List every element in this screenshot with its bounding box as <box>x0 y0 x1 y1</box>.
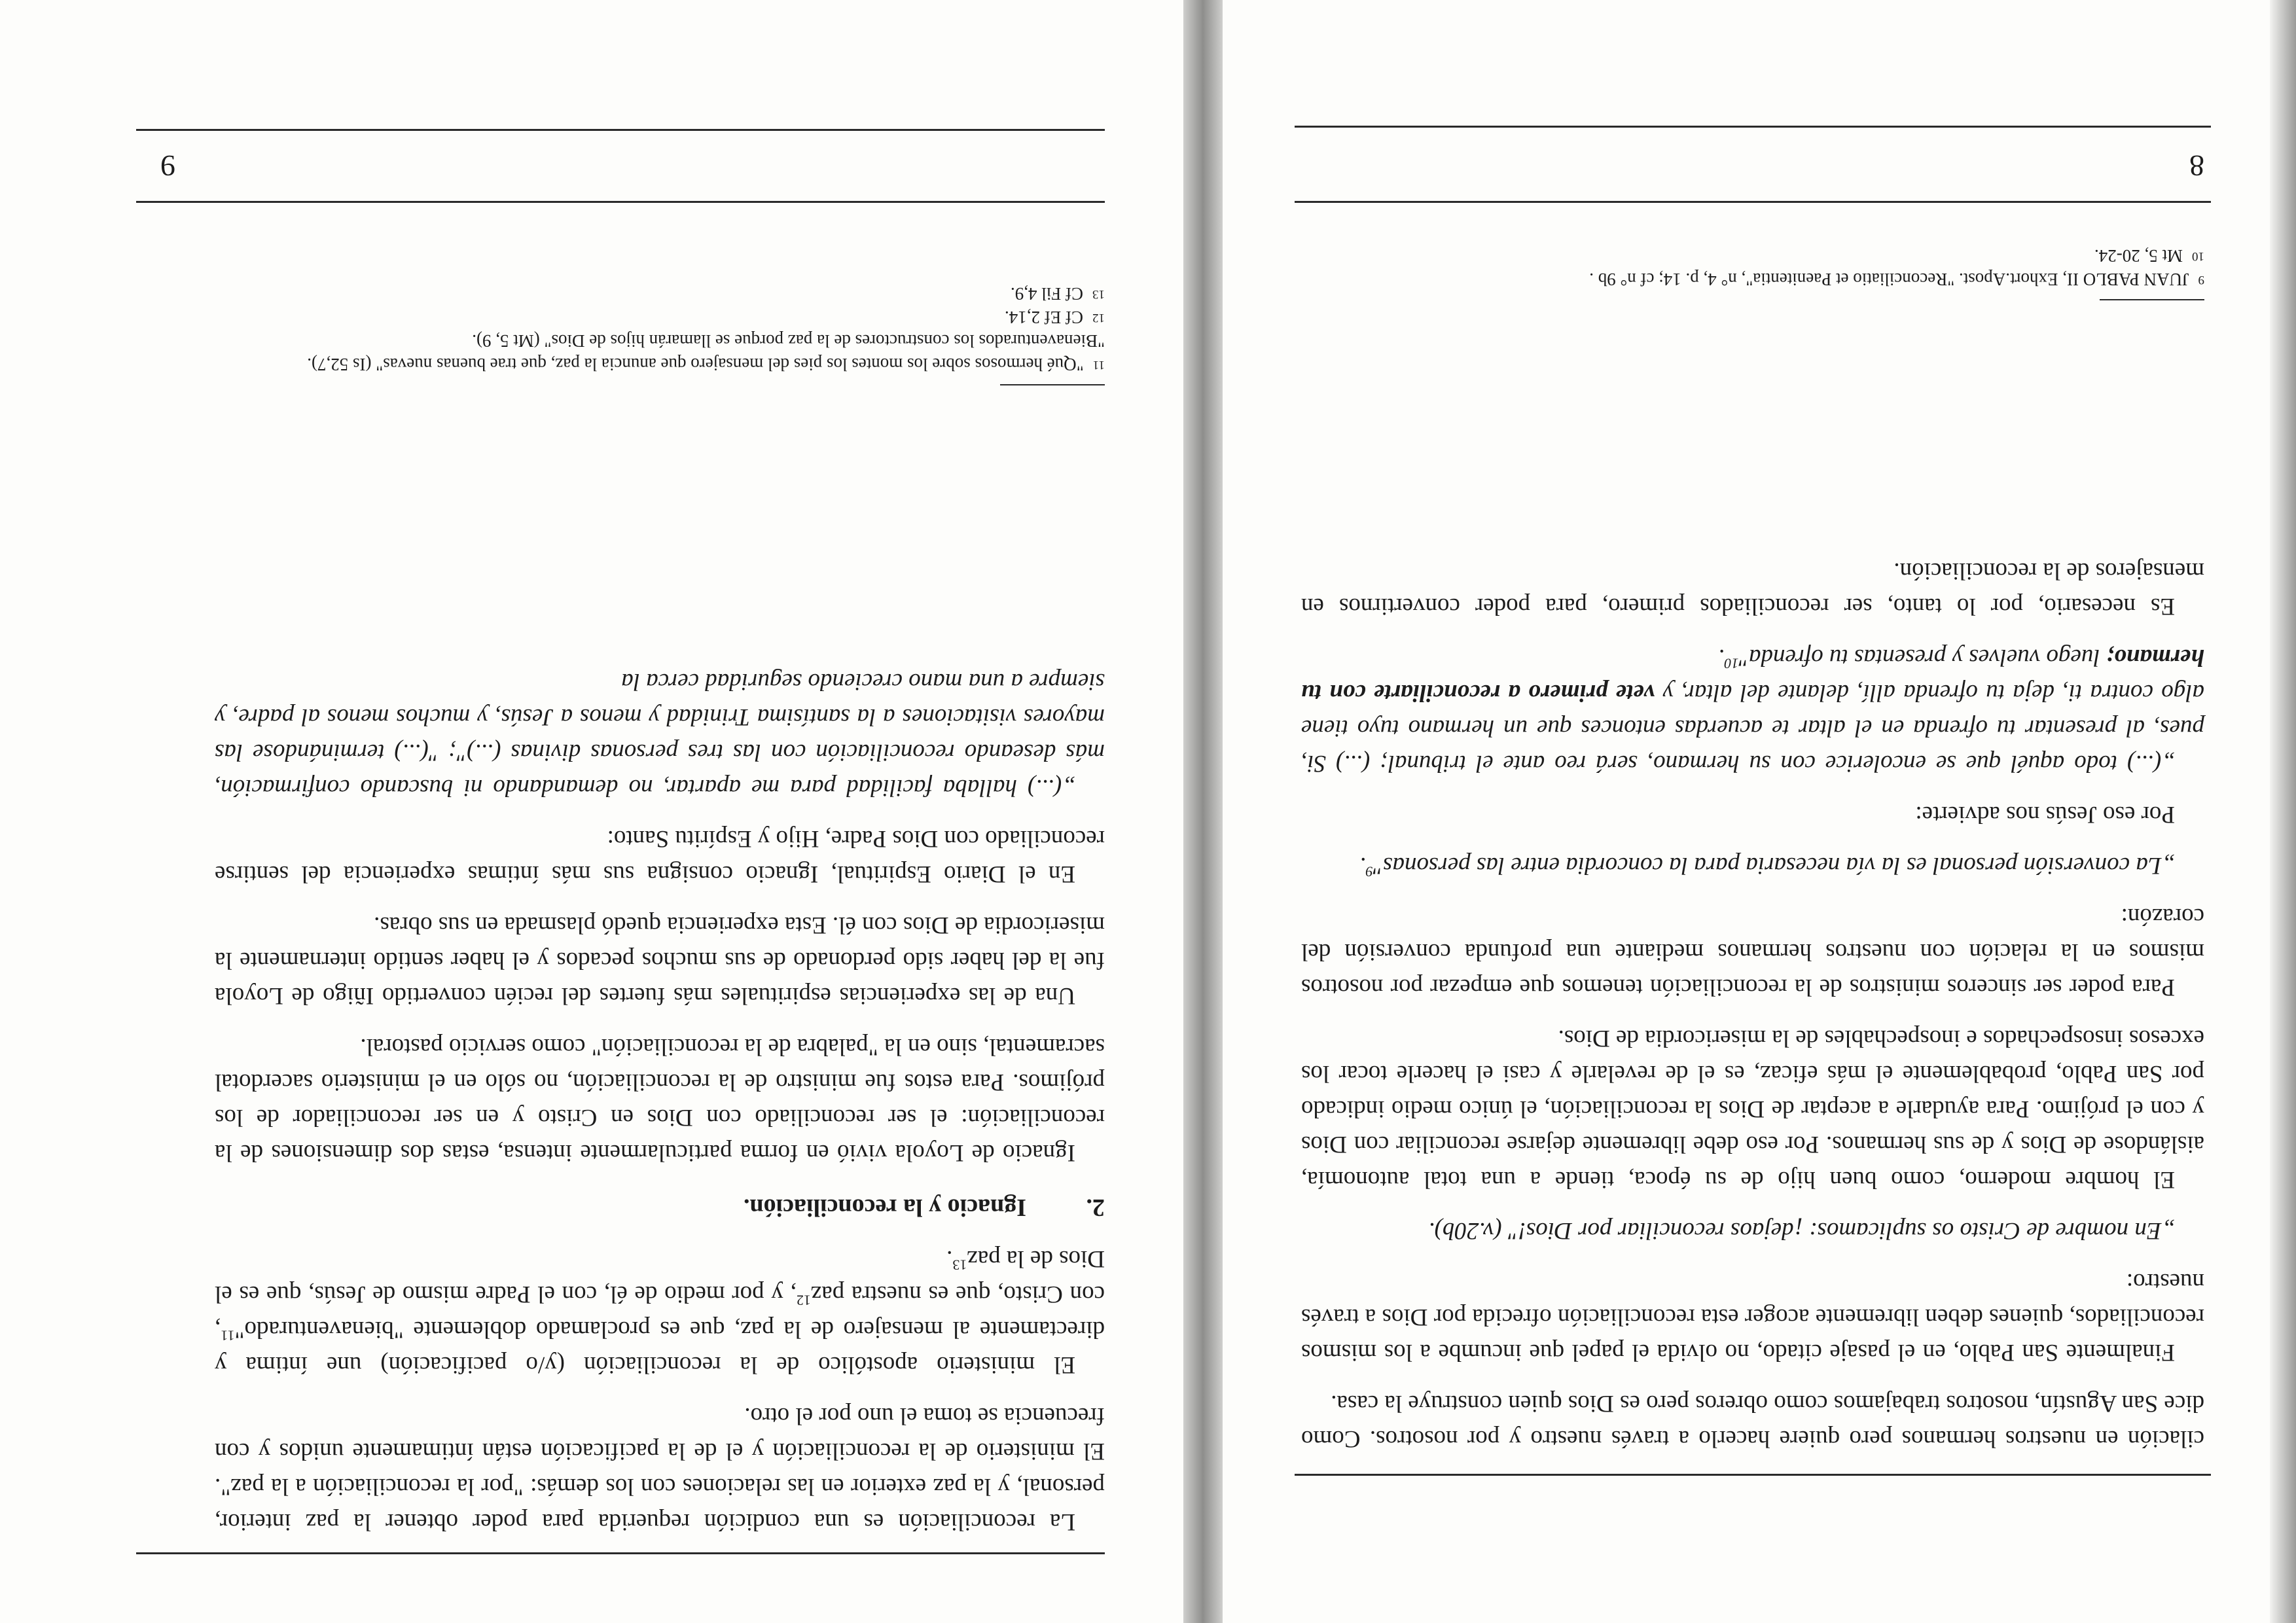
footnote <box>215 282 1105 306</box>
page-edge-shadow <box>2270 0 2296 1623</box>
paragraph <box>215 1241 1105 1382</box>
paragraph-text: , con Cristo, que es nuestra paz <box>215 1281 1105 1343</box>
top-rule <box>1295 1474 2211 1476</box>
paragraph: Por eso Jesús nos advierte: <box>1915 801 2175 828</box>
footnote-ref: 13 <box>952 1257 967 1274</box>
footnote-text: Mt 5, 20-24. <box>2094 246 2183 266</box>
footnote-text: "Qué hermosos sobre los montes los pies del mensajero que anuncia la paz, que trae buenas nuevas" (Is 52,7). "Bienaventurados los constructores de la paz porque se llamarán hijos de Dios" (Mt 5, 9). <box>307 331 1105 374</box>
footnote-number: 13 <box>1092 287 1105 301</box>
paragraph: Una de las experiencias espirituales más fuertes del recién convertido Iñigo de Loyola fue la del haber sido perdonado de sus muchos pecados y el haber sentido internamente la misericordia de Dios con él. Esta experiencia quedó plasmada en sus obras. <box>215 912 1105 1009</box>
page-number: 8 <box>2189 149 2204 183</box>
quote-text: luego vuelves y presentas tu ofrenda" <box>1738 644 2100 671</box>
footnote-text: Cf Ef 2,14. <box>1005 308 1083 327</box>
footnote-ref: 9 <box>1365 863 1373 880</box>
footnote-ref: 11 <box>221 1327 235 1344</box>
bottom-rule <box>1295 201 2211 203</box>
paragraph: Es necesario, por lo tanto, ser reconciliados primero, para poder convertirnos en mensajeros de la reconciliación. <box>1301 558 2204 620</box>
book-gutter <box>1183 0 1223 1623</box>
section-number: 2. <box>1086 1194 1105 1221</box>
footnote <box>215 306 1105 329</box>
footnote <box>215 329 1105 376</box>
quote-bold: primero a reconciliarte con tu hermano; <box>1301 644 2204 706</box>
bottom-rule <box>1295 126 2211 128</box>
footnote <box>1301 268 2204 291</box>
footnote-ref: 12 <box>796 1292 811 1309</box>
top-rule <box>136 1552 1105 1554</box>
paragraph: En el Diario Espiritual, Ignacio consigna sus más íntimas experiencia del sentirse reconciliado con Dios Padre, Hijo y Espíritu Santo: <box>215 825 1105 887</box>
footnote <box>1301 244 2204 268</box>
footnote-text: Cf Fil 4,9. <box>1010 284 1083 304</box>
quote: „(...) todo aquél que se encolerice con su hermano, será reo ante el tribunal; (...) Si, pues, al presentar tu ofrenda en el altar te acuerdas entonces que un hermano tuyo tiene algo contra ti, deja tu ofrenda allí, delante del altar, y vete primero a reconciliarte con tu hermano; luego vuelves y presentas tu ofrenda"$^{10}$. <box>1301 644 2204 777</box>
footnote-rule <box>1000 384 1105 385</box>
footnote-number: 10 <box>2192 249 2204 263</box>
paragraph-text: , y por medio de él, con el Padre mismo de Jesús, que es el Dios de la paz <box>215 1245 1105 1308</box>
footnote-rule <box>2100 299 2204 300</box>
quote: „(...) hallaba facilidad para me apartar, no demandando ni buscando confirmación, más deseando reconciliación con las tres personas divinas (...)"; "(...) terminándose las mayores visitaciones a la santísima Trinidad y menos a Jesús, y muchos menos al padre, y siempre a una mano creciendo seguridad cerca la <box>215 668 1105 801</box>
paragraph: Para poder ser sinceros ministros de la reconciliación tenemos que empezar por nosotros mismos en la relación con nuestros hermanos mediante una profunda conversión del corazón: <box>1301 903 2204 1001</box>
quote-text: „(...) todo aquél que se encolerice con su hermano, será reo ante el tribunal; (...) Si, pues, al presentar tu ofrenda en el altar te acuerdas entonces que un hermano tuyo tiene algo contra ti, deja tu ofrenda allí, delante del altar, y <box>1301 679 2204 777</box>
paragraph: cilación en nuestros hermanos pero quiere hacerlo a través nuestro y por nosotros. Como dice San Agustín, nosotros trabajamos como obreros pero es Dios quien construye la casa. <box>1301 1390 2204 1452</box>
footnote-ref: 10 <box>1724 655 1739 672</box>
quote: „La conversión personal es la vía necesaria para la concordia entre las personas"$^9$. <box>1359 852 2175 880</box>
paragraph: Finalmente San Pablo, en el pasaje citado, no olvida el papel que incumbe a los mismos reconciliados, quienes deben libremente acoger esta reconciliación ofrecida por Dios a través nuestro: <box>1301 1268 2204 1366</box>
page-9-body <box>215 648 1105 1541</box>
bottom-rule <box>136 201 1105 203</box>
section-title: Ignacio y la reconciliación. <box>743 1194 1026 1221</box>
quote-bold: vete <box>1615 679 1655 706</box>
paragraph: El hombre moderno, como buen hijo de su época, tiende a una total autonomía, aislándose de Dios y de sus hermanos. Por eso debe libremente dejarse reconciliar con Dios y con el prójimo. Para ayudarle a aceptar de Dios la reconciliación, el único medio indicado por San Pablo, probablemente el más eficaz, es el de revelarle y casi el hacerle tocar los excesos insospechados e inospechables de la misericordia de Dios. <box>1301 1025 2204 1193</box>
quote: „En nombre de Cristo os suplicamos: ¡dejaos reconciliar por Dios!" (v.20b). <box>1428 1217 2175 1244</box>
page-8 <box>1223 0 2296 1623</box>
quote-text: „La conversión personal es la vía necesaria para la concordia entre las personas" <box>1372 852 2175 879</box>
paragraph-text: El ministerio apostólico de la reconciliación (y/o pacificación) une íntima y directamente al mensajero de la paz, que es proclamado doblemente "bienaventurado" <box>215 1316 1105 1378</box>
page-9-footnotes <box>215 282 1105 376</box>
paragraph: La reconciliación es una condición requerida para poder obtener la paz interior, personal, y la paz exterior en las relaciones con los demás: "por la reconciliación a la paz". El ministerio de la reconciliación y el de la pacificación están íntimamente unidos y con frecuencia se toma el uno por el otro. <box>215 1402 1105 1535</box>
section-heading <box>215 1190 1105 1225</box>
page-8-body <box>1301 537 2204 1456</box>
page-number: 9 <box>160 149 175 183</box>
paragraph-text: . <box>946 1245 953 1272</box>
footnote-number: 11 <box>1092 358 1105 372</box>
page-8-footnotes <box>1301 244 2204 291</box>
paragraph: Ignacio de Loyola vivió en forma particularmente intensa, estas dos dimensiones de la reconciliación: el ser reconciliado con Dios en Cristo y en ser reconciliador de los prójimos. Para estos fue ministro de la reconciliación, no sólo en el ministerio sacerdotal sacramental, sino en la "palabra de la reconciliación" como servicio pastoral. <box>215 1033 1105 1166</box>
bottom-rule <box>136 129 1105 131</box>
footnote-number: 12 <box>1092 311 1105 325</box>
footnote-number: 9 <box>2198 273 2204 287</box>
footnote-text: JUAN PABLO II, Exhort.Apost. "Reconciliatio et Paenitentia", n° 4, p. 14; cf n° 9b . <box>1589 270 2189 289</box>
